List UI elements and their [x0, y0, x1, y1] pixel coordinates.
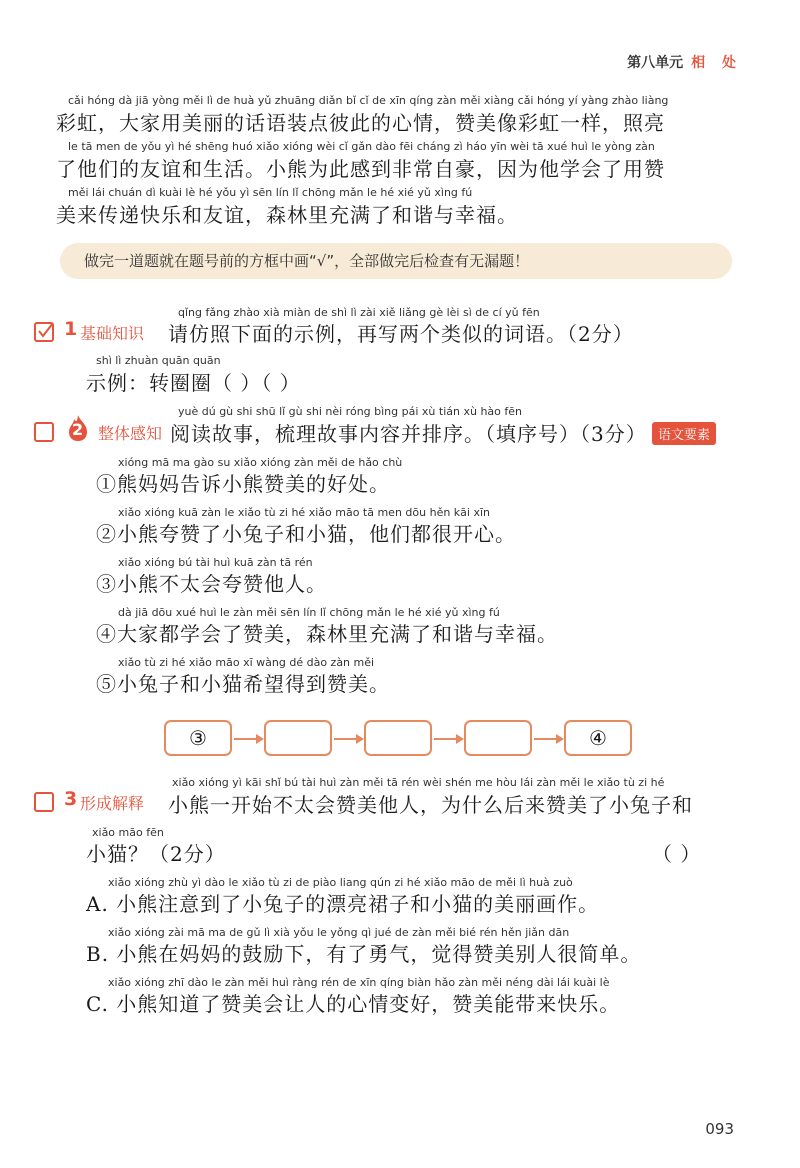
- q3-pinyin-2: xiǎo māo fēn: [92, 826, 164, 839]
- q3-checkbox[interactable]: [34, 792, 54, 812]
- arrow-right-icon: [534, 738, 562, 740]
- q3-option-a[interactable]: A. 小熊注意到了小兔子的漂亮裙子和小猫的美丽画作。: [86, 892, 600, 916]
- q3-option-c-pinyin: xiǎo xióng zhī dào le zàn měi huì ràng rén de xīn qíng biàn hǎo zàn měi néng dài lái kuài lè: [108, 976, 610, 989]
- arrow-right-icon: [234, 738, 262, 740]
- story-pinyin-3: měi lái chuán dì kuài lè hé yǒu yì sēn lín lǐ chōng mǎn le hé xié yǔ xìng fú: [68, 186, 473, 199]
- q1-pinyin: qǐng fǎng zhào xià miàn de shì lì zài xiě liǎng gè lèi sì de cí yǔ fēn: [178, 306, 540, 319]
- arrow-right-icon: [434, 738, 462, 740]
- q3-pinyin-1: xiǎo xióng yì kāi shǐ bú tài huì zàn měi tā rén wèi shén me hòu lái zàn měi le xiǎo tù zi hé: [172, 776, 665, 789]
- q3-option-b[interactable]: B. 小熊在妈妈的鼓励下，有了勇气，觉得赞美别人很简单。: [86, 942, 642, 966]
- q3-option-b-pinyin: xiǎo xióng zài mā ma de gǔ lì xià yǒu le yǒng qì jué de zàn měi bié rén hěn jiǎn dān: [108, 926, 570, 939]
- q3-number: 3: [64, 788, 78, 810]
- q3-prompt-1: 小熊一开始不太会赞美他人，为什么后来赞美了小兔子和: [168, 793, 693, 817]
- story-line-2: 了他们的友谊和生活。小熊为此感到非常自豪，因为他学会了用赞: [56, 157, 665, 181]
- q3-label: 形成解释: [80, 794, 145, 813]
- q2-item: ③小熊不太会夸赞他人。: [96, 572, 327, 596]
- instruction-banner: 做完一道题就在题号前的方框中画“√”，全部做完后检查有无漏题！: [60, 243, 732, 279]
- q1-example: 示例：转圈圈（ ）（ ）: [86, 371, 301, 395]
- q2-item-pinyin: xiǎo xióng bú tài huì kuā zàn tā rén: [118, 556, 313, 569]
- story-line-3: 美来传递快乐和友谊，森林里充满了和谐与幸福。: [56, 203, 518, 227]
- q2-prompt: 阅读故事，梳理故事内容并排序。（填序号）（3分）: [170, 422, 647, 446]
- q2-label: 整体感知: [98, 424, 163, 443]
- q1-label: 基础知识: [80, 324, 145, 343]
- q2-item: ①熊妈妈告诉小熊赞美的好处。: [96, 472, 390, 496]
- check-mark-icon: [36, 322, 54, 340]
- q2-item: ⑤小兔子和小猫希望得到赞美。: [96, 672, 390, 696]
- story-pinyin-2: le tā men de yǒu yì hé shēng huó xiǎo xióng wèi cǐ gǎn dào fēi cháng zì háo yīn wèi tā xué huì le yòng zàn: [68, 140, 655, 153]
- q2-item-pinyin: xiǎo tù zi hé xiǎo māo xī wàng dé dào zàn měi: [118, 656, 375, 669]
- q1-prompt: 请仿照下面的示例，再写两个类似的词语。（2分）: [168, 322, 634, 346]
- q3-option-c[interactable]: C. 小熊知道了赞美会让人的心情变好，赞美能带来快乐。: [86, 992, 621, 1016]
- q2-checkbox[interactable]: [34, 422, 54, 442]
- sequence-box-4[interactable]: [464, 720, 532, 756]
- q2-item: ④大家都学会了赞美，森林里充满了和谐与幸福。: [96, 622, 558, 646]
- q1-example-pinyin: shì lì zhuàn quān quān: [96, 354, 221, 367]
- unit-header: [627, 52, 742, 72]
- q2-item-pinyin: xiǎo xióng kuā zàn le xiǎo tù zi hé xiǎo māo tā men dōu hěn kāi xīn: [118, 506, 491, 519]
- arrow-right-icon: [334, 738, 362, 740]
- story-pinyin-1: cǎi hóng dà jiā yòng měi lì de huà yǔ zhuāng diǎn bǐ cǐ de xīn qíng zàn měi xiàng cǎi hóng yí yàng zhào liàng: [68, 94, 669, 107]
- q2-item-pinyin: dà jiā dōu xué huì le zàn měi sēn lín lǐ chōng mǎn le hé xié yǔ xìng fú: [118, 606, 500, 619]
- q2-item-pinyin: xióng mā ma gào su xiǎo xióng zàn měi de hǎo chù: [118, 456, 403, 469]
- page-number: 093: [705, 1120, 734, 1138]
- story-line-1: 彩虹，大家用美丽的话语装点彼此的心情，赞美像彩虹一样，照亮: [56, 111, 665, 135]
- sequence-box-2[interactable]: [264, 720, 332, 756]
- q2-number: 2: [72, 420, 84, 439]
- sequence-box-3[interactable]: [364, 720, 432, 756]
- q3-answer-paren[interactable]: （ ）: [652, 842, 702, 866]
- q2-item: ②小熊夸赞了小兔子和小猫，他们都很开心。: [96, 522, 516, 546]
- q3-prompt-2: 小猫？（2分）: [86, 842, 226, 866]
- q2-pinyin: yuè dú gù shi shū lǐ gù shi nèi róng bìng pái xù tián xù hào fēn: [178, 405, 522, 418]
- q3-option-a-pinyin: xiǎo xióng zhù yì dào le xiǎo tù zi de piào liang qún zi hé xiǎo māo de měi lì huà zuò: [108, 876, 573, 889]
- q1-checkbox[interactable]: [34, 322, 54, 342]
- sequence-box-5[interactable]: ④: [564, 720, 632, 756]
- unit-topic: 相 处: [691, 55, 742, 71]
- unit-title: 第八单元: [627, 55, 684, 71]
- q1-number: 1: [64, 318, 78, 340]
- chinese-elements-badge: 语文要素: [652, 422, 716, 445]
- sequence-box-1[interactable]: ③: [164, 720, 232, 756]
